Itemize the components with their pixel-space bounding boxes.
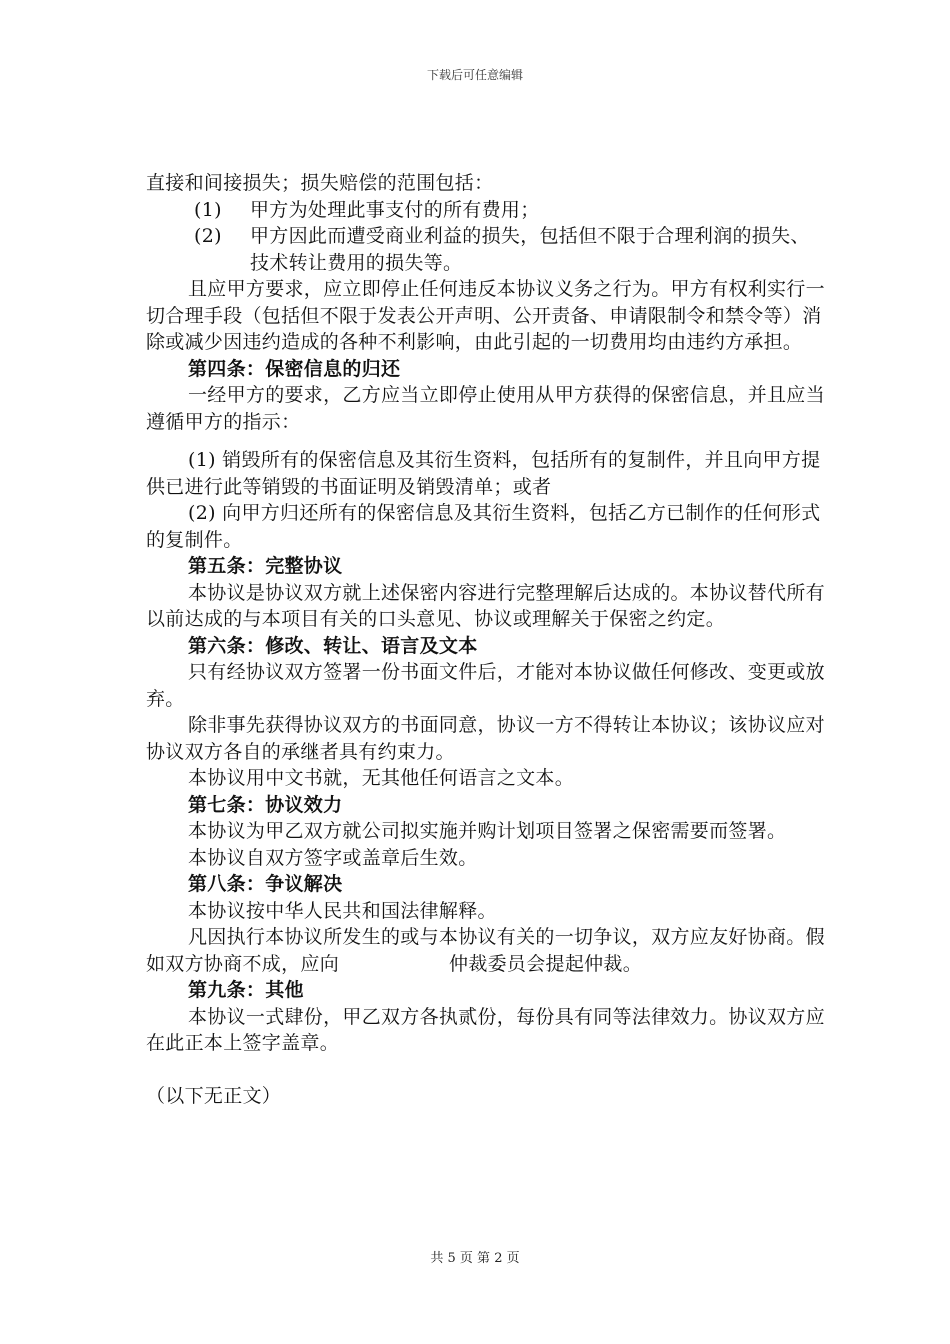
- article-7-paragraph: 本协议自双方签字或盖章后生效。: [188, 846, 478, 869]
- page-footer: 共 5 页 第 2 页: [430, 1251, 520, 1266]
- list-number: (2): [194, 225, 222, 247]
- page-header: 下载后可任意编辑: [426, 68, 523, 82]
- list-item: [146, 223, 826, 276]
- spacer: [146, 1057, 826, 1083]
- article-4-heading: 第四条：保密信息的归还: [188, 357, 401, 380]
- article-8-paragraph: [146, 924, 826, 977]
- article-4-item-2: (2) 向甲方归还所有的保密信息及其衍生资料，包括乙方已制作的任何形式的复制件。: [146, 502, 821, 551]
- article-6-paragraph: 只有经协议双方签署一份书面文件后，才能对本协议做任何修改、变更或放弃。: [146, 661, 825, 710]
- article-5-paragraph: 本协议是协议双方就上述保密内容进行完整理解后达成的。本协议替代所有以前达成的与本项目有关的口头意见、协议或理解关于保密之约定。: [146, 581, 825, 630]
- list-text: 甲方为处理此事支付的所有费用；: [250, 198, 540, 221]
- article-8-heading: 第八条：争议解决: [188, 873, 343, 895]
- article-4-paragraph: 一经甲方的要求，乙方应当立即停止使用从甲方获得的保密信息，并且应当遵循甲方的指示：: [146, 384, 825, 433]
- article-6-paragraph: 除非事先获得协议双方的书面同意，协议一方不得转让本协议；该协议应对协议双方各自的承继者具有约束力。: [146, 714, 825, 763]
- spacer: [146, 435, 826, 447]
- paragraph-stop-violation: 且应甲方要求，应立即停止任何违反本协议义务之行为。甲方有权利实行一切合理手段（包括但不限于发表公开声明、公开责备、申请限制令和禁令等）消除或减少因违约造成的各种不利影响，由此引起的一切费用均由违约方承担。: [146, 278, 825, 353]
- article-7-heading: 第七条：协议效力: [188, 793, 343, 816]
- article-4-item-1: (1) 销毁所有的保密信息及其衍生资料，包括所有的复制件，并且向甲方提供已进行此等销毁的书面证明及销毁清单；或者: [146, 449, 821, 498]
- list-number: (1): [194, 198, 222, 221]
- article-6-heading: 第六条：修改、转让、语言及文本: [188, 634, 478, 657]
- article-8-text-after-blank: 仲裁委员会提起仲裁。: [449, 952, 643, 975]
- article-9-heading: 第九条：其他: [188, 979, 304, 1001]
- intro-line: 直接和间接损失；损失赔偿的范围包括：: [146, 172, 494, 194]
- list-item: [146, 197, 826, 224]
- closing-note: （以下无正文）: [146, 1084, 282, 1107]
- article-8-text-before-blank: 凡因执行本协议所发生的或与本协议有关的一切争议，双方应友好协商。假如双方协商不成，应向: [146, 926, 825, 975]
- article-6-paragraph: 本协议用中文书就，无其他任何语言之文本。: [188, 767, 575, 789]
- document-body: [146, 170, 826, 1109]
- article-8-paragraph: 本协议按中华人民共和国法律解释。: [188, 899, 497, 922]
- article-7-paragraph: 本协议为甲乙双方就公司拟实施并购计划项目签署之保密需要而签署。: [188, 820, 787, 842]
- list-text: 甲方因此而遭受商业利益的损失，包括但不限于合理利润的损失、技术转让费用的损失等。: [250, 225, 810, 274]
- article-9-paragraph: 本协议一式肆份，甲乙双方各执贰份，每份具有同等法律效力。协议双方应在此正本上签字盖章。: [146, 1005, 825, 1054]
- article-5-heading: 第五条：完整协议: [188, 555, 343, 577]
